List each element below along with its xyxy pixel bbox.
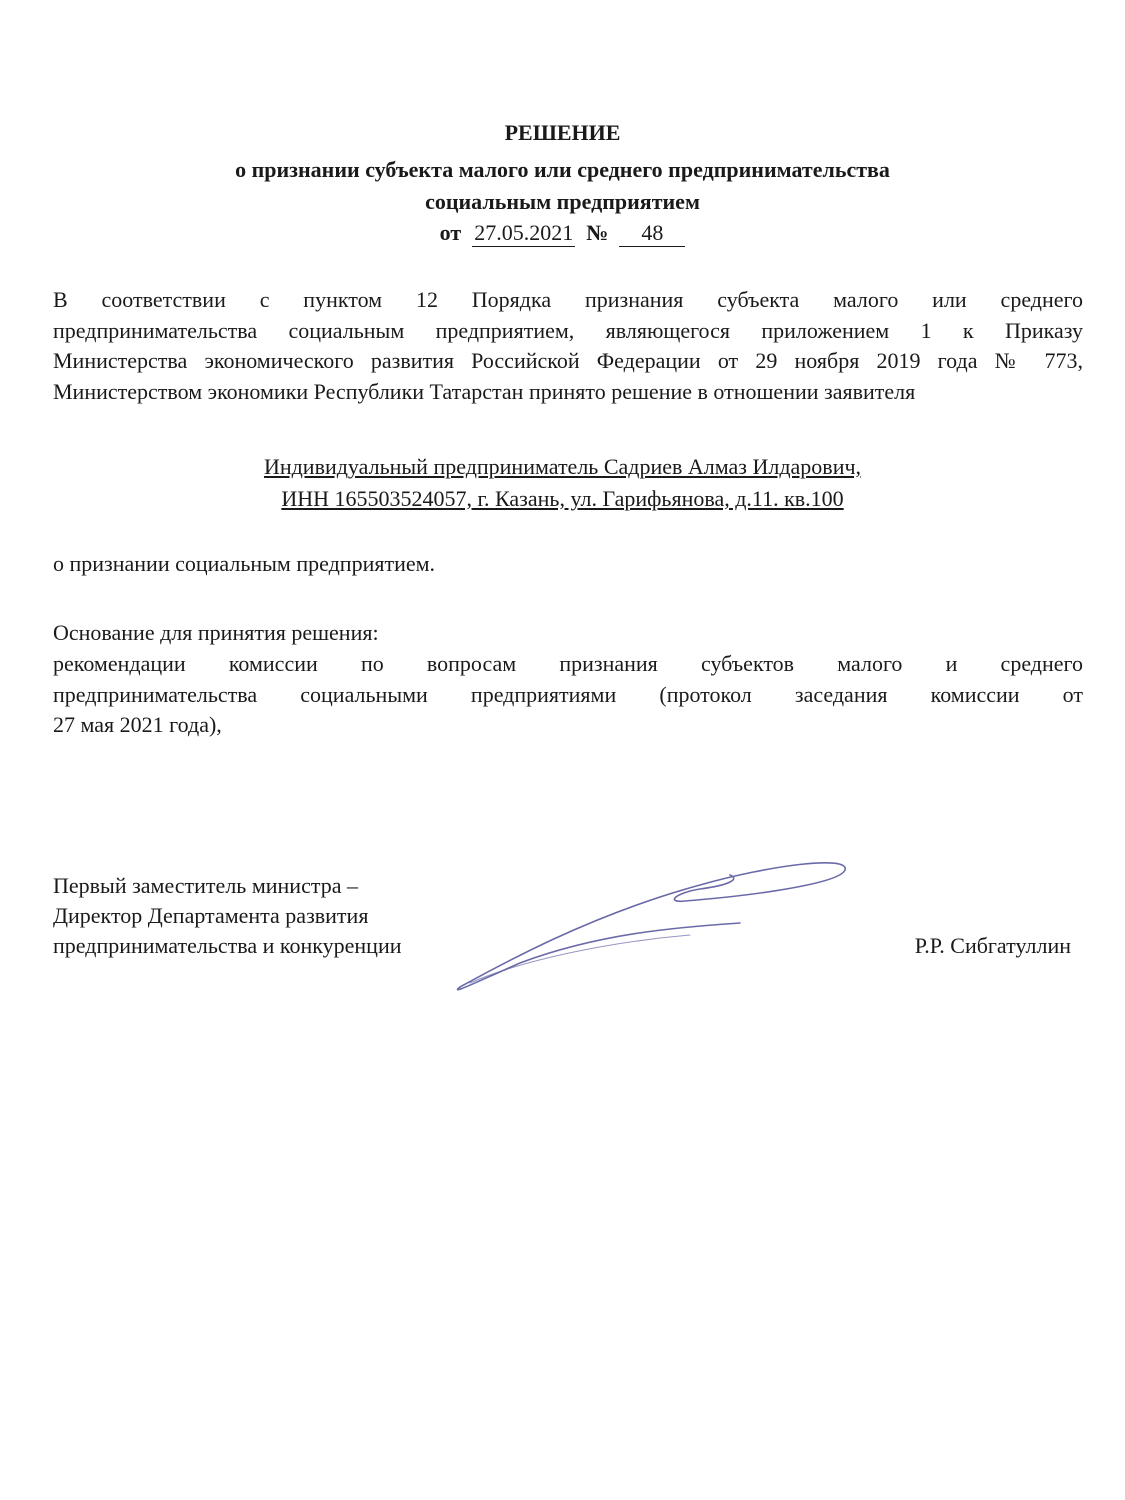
applicant-name: Индивидуальный предприниматель Садриев Алмаз Илдарович, [263,454,862,479]
document-title: РЕШЕНИЕ [504,120,621,145]
document-subtitle-line2: социальным предприятием [425,189,700,214]
number-prefix: № [586,220,609,245]
basis-line: 27 мая 2021 года), [53,712,222,737]
applicant-line2 [0,483,1125,514]
applicant-line1 [0,451,1125,482]
basis-line: предпринимательства социальными предприятиями (протокол заседания комиссии от [53,681,1083,707]
document-number: 48 [619,220,685,247]
main-paragraph [53,285,1083,407]
document-date: 27.05.2021 [474,220,574,245]
signatory-position-line: предпринимательства и конкуренции [53,933,402,958]
basis-paragraph [53,649,1083,741]
signatory-position-line: Директор Департамента развития [53,903,369,928]
paragraph-line: Министерства экономического развития Российской Федерации от 29 ноября 2019 года № 773, [53,348,1083,373]
basis-label: Основание для принятия решения: [53,620,379,645]
date-number-line [0,218,1125,248]
paragraph-line: предпринимательства социальным предприятием, являющегося приложением 1 к Приказу [53,317,1083,343]
signatory-name: Р.Р. Сибгатуллин [914,933,1071,958]
date-prefix: от [439,220,462,245]
paragraph-line: В соответствии с пунктом 12 Порядка признания субъекта малого или среднего [53,287,1083,312]
signatory-position-line: Первый заместитель министра – [53,873,358,898]
decision-text: о признании социальным предприятием. [53,551,436,576]
document-subtitle-line1: о признании субъекта малого или среднего предпринимательства [235,157,890,182]
basis-line: рекомендации комиссии по вопросам признания субъектов малого и среднего [53,651,1083,676]
handwritten-signature [440,845,870,1005]
paragraph-line: Министерством экономики Республики Татарстан принято решение в отношении заявителя [53,378,916,404]
signatory-position [53,871,402,961]
applicant-details: ИНН 165503524057, г. Казань, ул. Гарифьянова, д.11. кв.100 [281,486,844,511]
